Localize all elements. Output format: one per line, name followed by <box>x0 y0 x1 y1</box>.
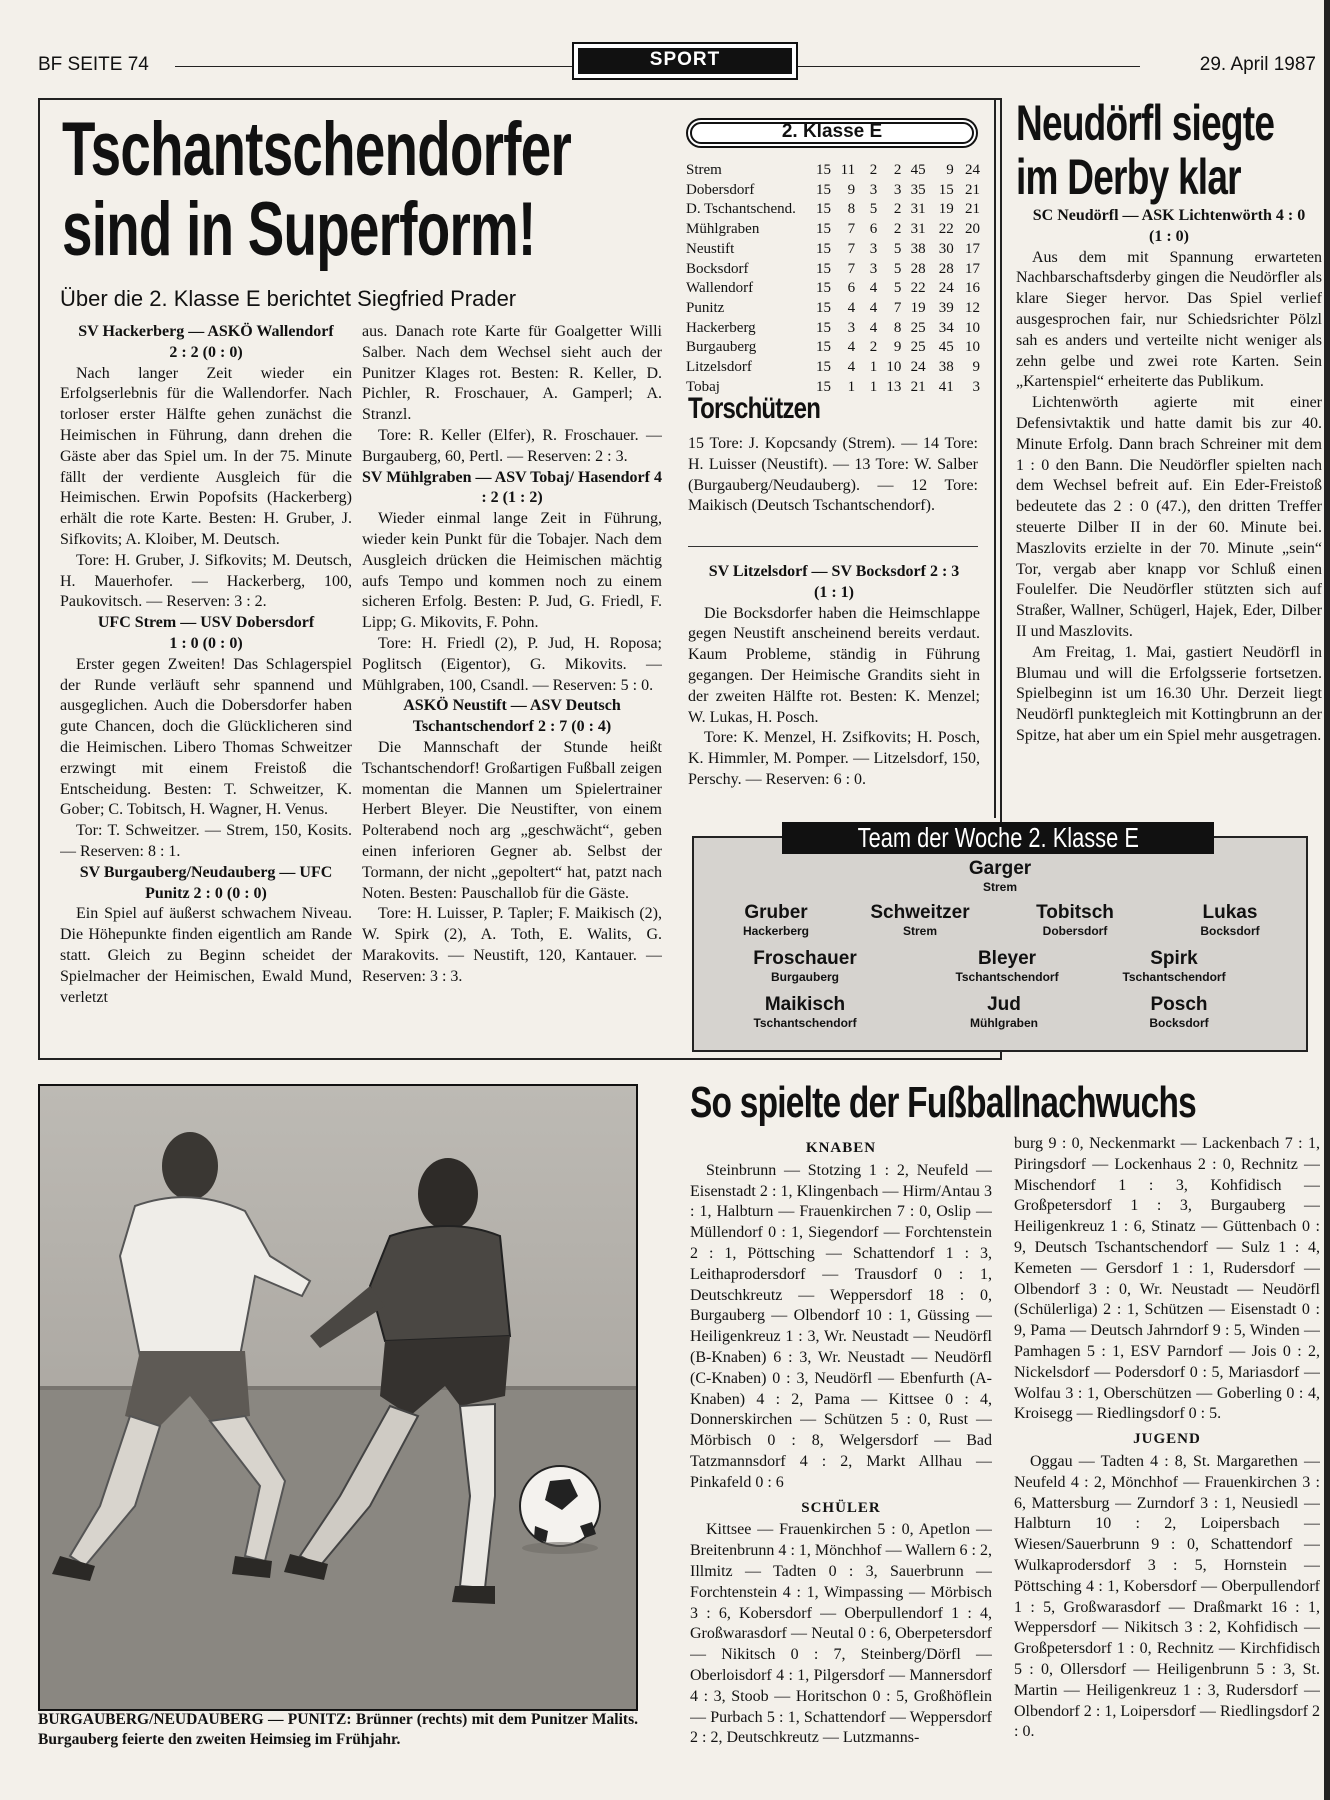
paragraph: Lichtenwörth agierte mit einer Defensivtaktik und hatte damit bis zur 40. Minute Erfolg. Dann brach Schreiner mit dem 1 : 0 den Bann. Die Neudörfler spielten nach dem Wechsel befreit auf. Ein Eder-Freistoß bedeutete das 2 : 0 (47.), den dritten Treffer steuerte Dilber II in der 60. Minute bei. Maszlovits erzielte in der 70. Minute „sein“ Tor, vergab aber knapp vor Schluß einen Foulelfer. Die Neudörfler stützten sich auf Straßer, Wallner, Schügerl, Hajek, Eder, Dilber II und Maszlovits. <box>1016 394 1322 640</box>
team-name-cell: Wallendorf <box>686 280 754 297</box>
stat-cell: 8 <box>847 201 856 218</box>
page-number: BF SEITE 74 <box>38 54 149 75</box>
stat-cell: 4 <box>847 339 856 356</box>
stat-cell: 24 <box>910 359 926 376</box>
stat-cell: 15 <box>815 240 831 257</box>
stat-cell: 15 <box>938 181 954 198</box>
byline: Über die 2. Klasse E berichtet Siegfried Prader <box>60 286 517 311</box>
main-headline-line-1: Tschantschendorfer <box>62 107 572 192</box>
section-label <box>572 42 798 80</box>
player-name: Spirk <box>1150 948 1198 969</box>
stat-cell: 15 <box>815 299 831 316</box>
stat-cell: 2 <box>869 339 878 356</box>
stat-cell: 9 <box>847 181 856 198</box>
player-club: Bocksdorf <box>1200 924 1260 938</box>
player-slot <box>919 994 1089 1031</box>
stat-cell: 19 <box>938 201 954 218</box>
stat-cell: 5 <box>869 201 878 218</box>
stat-cell: 15 <box>815 319 831 336</box>
standings-row <box>686 319 980 339</box>
stat-cell: 17 <box>965 240 980 257</box>
stat-cell: 5 <box>893 240 902 257</box>
stat-cell: 4 <box>847 359 856 376</box>
stat-cell: 15 <box>815 162 831 178</box>
player-name: Froschauer <box>753 948 857 969</box>
team-of-week-title-bar <box>782 822 1214 854</box>
stat-cell: 3 <box>893 181 902 198</box>
player-name: Jud <box>987 994 1021 1015</box>
article-column-b <box>362 322 662 1052</box>
youth-column-f <box>1014 1134 1320 1774</box>
stat-cell: 28 <box>910 260 926 277</box>
stat-cell: 28 <box>938 260 954 277</box>
stat-cell: 24 <box>938 280 954 297</box>
match-heading: (1 : 0) <box>1149 227 1189 245</box>
scorers-rule <box>688 546 978 547</box>
stat-cell: 21 <box>965 181 980 198</box>
main-headline-line-2: sind in Superform! <box>62 187 536 272</box>
player-slot <box>915 858 1085 895</box>
player-club: Tschantschendorf <box>955 970 1059 984</box>
player-slot <box>1089 948 1259 985</box>
player-club: Hackerberg <box>742 924 810 938</box>
stat-cell: 7 <box>847 240 856 257</box>
team-name-cell: Bocksdorf <box>686 260 749 277</box>
match-heading: SV Burgauberg/Neudauberg — UFC Punitz 2 : 0 (0 : 0) <box>79 863 333 902</box>
player-club: Burgauberg <box>770 970 839 984</box>
youth-headline: So spielte der Fußballnachwuchs <box>690 1078 1197 1127</box>
issue-date: 29. April 1987 <box>1199 54 1316 75</box>
player-name: Lukas <box>1202 902 1258 923</box>
paragraph: Tore: H. Gruber, J. Sifkovits; M. Deutsch, H. Mauerhofer. — Hackerberg, 100, Paukovitsch. — Reserven: 3 : 2. <box>60 551 352 611</box>
stat-cell: 15 <box>815 339 831 356</box>
stat-cell: 8 <box>893 319 902 336</box>
match-heading: SV Litzelsdorf — SV Bocksdorf 2 : 3 <box>708 563 960 580</box>
continued-paragraph: aus. Danach rote Karte für Goalgetter Willi Salber. Nach dem Wechsel sieht auch der Punitzer Klages rot. Besten: R. Keller, D. Pichler, R. Froschauer, A. Gamperl; A. Stranzl. <box>362 323 662 424</box>
stat-cell: 15 <box>815 181 831 198</box>
stat-cell: 39 <box>938 299 954 316</box>
player-name: Tobitsch <box>1036 902 1114 923</box>
scorers-paragraph: 15 Tore: J. Kopcsandy (Strem). — 14 Tore: H. Luisser (Neustift). — 13 Tore: W. Salber (Burgauberg/Neudauberg). — 12 Tore: Maikisch (Deutsch Tschantschendorf). <box>688 435 978 515</box>
stat-cell: 12 <box>965 299 980 316</box>
stat-cell: 5 <box>893 280 902 297</box>
match-heading: SV Mühlgraben — ASV Tobaj/ Hasendorf 4 : 2 (1 : 2) <box>362 468 662 507</box>
stat-cell: 38 <box>910 240 926 257</box>
match-heading: UFC Strem — USV Dobersdorf <box>97 614 315 632</box>
team-name-cell: Burgauberg <box>686 339 757 356</box>
standings-row <box>686 279 980 299</box>
article-column-c <box>688 562 980 812</box>
stat-cell: 21 <box>910 378 926 395</box>
stat-cell: 20 <box>965 221 980 238</box>
stat-cell: 16 <box>965 280 980 297</box>
continued-paragraph: burg 9 : 0, Neckenmarkt — Lackenbach 7 : 1, Piringsdorf — Lockenhaus 2 : 0, Rechnitz — Mischendorf 1 : 3, Kohfidisch — Großpetersdorf 1 : 3, Burgauberg — Heiligenkreuz 1 : 6, Stinatz — Güttenbach 0 : 9, Deutsch Tschantschendorf — Sulz 1 : 4, Kemeten — Gersdorf 1 : 1, Rudersdorf — Olbendorf 3 : 0, Wr. Neustadt — Neudörfl (Schülerliga) 2 : 1, Schützen — Eisenstadt 0 : 9, Pama — Deutsch Jahrndorf 9 : 5, Winden — Pamhagen 5 : 1, ESV Parndorf — Jois 0 : 2, Nickelsdorf — Podersdorf 0 : 5, Mariasdorf — Wolfau 3 : 1, Oberschützen — Goberling 0 : 4, Kroisegg — Riedlingsdorf 0 : 5. <box>1014 1135 1320 1423</box>
player-slot <box>720 994 890 1031</box>
team-name-cell: D. Tschantschend. <box>686 201 796 218</box>
stat-cell: 41 <box>938 378 954 395</box>
player-club: Dobersdorf <box>1042 924 1108 938</box>
stat-cell: 4 <box>847 299 856 316</box>
stat-cell: 38 <box>938 359 954 376</box>
stat-cell: 3 <box>869 240 878 257</box>
player-slot <box>835 902 1005 939</box>
section-heading: SCHÜLER <box>801 1499 881 1516</box>
team-of-week-title: Team der Woche 2. Klasse E <box>857 822 1139 853</box>
paragraph: Kittsee — Frauenkirchen 5 : 0, Apetlon — Breitenbrunn 4 : 1, Mönchhof — Wallern 6 : 2, Illmitz — Tadten 0 : 3, Sauerbrunn — Forchtenstein 4 : 1, Wimpassing — Mörbisch 3 : 6, Kobersdorf — Oberpullendorf 1 : 4, Großwarasdorf — Neutal 0 : 6, Oberpetersdorf — Nikitsch 0 : 7, Steinberg/Dörfl — Oberloisdorf 4 : 1, Pilgersdorf — Mannersdorf 4 : 3, Stoob — Horitschon 0 : 5, Großhöflein — Purbach 5 : 1, Schattendorf — Weppersdorf 2 : 2, Deutschkreutz — Lutzmanns- <box>690 1521 992 1747</box>
team-name-cell: Neustift <box>686 240 735 257</box>
stat-cell: 22 <box>938 221 954 238</box>
team-name-cell: Mühlgraben <box>686 221 760 238</box>
stat-cell: 3 <box>972 378 980 395</box>
stat-cell: 2 <box>893 162 902 178</box>
paragraph: Wieder einmal lange Zeit in Führung, wieder kein Punkt für die Tobajer. Nach dem Ausgleich drücken die Heimischen mächtig aufs Tempo und kommen noch zu einem sicheren Erfolg. Besten: P. Jud, G. Friedl, F. Lipp; G. Mikovits, F. Pohn. <box>362 510 662 632</box>
player-name: Maikisch <box>764 994 846 1015</box>
article-column-a <box>60 322 352 1052</box>
player-name: Gruber <box>744 902 808 923</box>
paragraph: Oggau — Tadten 4 : 8, St. Margarethen — Neufeld 4 : 2, Mönchhof — Frauenkirchen 3 : 6, Mattersburg — Zurndorf 3 : 1, Neusiedl — Halbturn 10 : 2, Loipersbach — Wiesen/Sauerbrunn 9 : 0, Schattendorf — Wulkaprodersdorf 3 : 5, Hornstein — Pöttsching 4 : 1, Kobersdorf — Oberpullendorf 1 : 5, Großwarasdorf — Draßmarkt 16 : 1, Weppersdorf — Nikitsch 3 : 2, Kohfidisch — Großpetersdorf 1 : 0, Rechnitz — Kirchfidisch 5 : 0, Ollersdorf — Heiligenbrunn 5 : 3, St. Martin — Heiligenkreuz 1 : 3, Rudersdorf — Olbendorf 2 : 1, Loipersdorf — Riedlingsdorf 2 : 0. <box>1014 1452 1320 1741</box>
section-label-text: SPORT <box>578 48 792 74</box>
stat-cell: 15 <box>815 378 831 395</box>
stat-cell: 10 <box>965 339 980 356</box>
paragraph: Aus dem mit Spannung erwarteten Nachbarschaftsderby gingen die Neudörfler als klare Sieger hervor. Das Spiel verlief ausgesprochen fair, nur Schiedsrichter Pölzl sah es anders und verteilte nicht weniger als zehn gelbe und zwei rote Karten. Sein „Kartenspiel“ erheiterte das Publikum. <box>1016 248 1322 391</box>
stat-cell: 34 <box>938 319 954 336</box>
photo-caption: BURGAUBERG/NEUDAUBERG — PUNITZ: Brünner (rechts) mit dem Punitzer Malits. Burgauberg feierte den zweiten Heimsieg im Frühjahr. <box>38 1711 638 1748</box>
paragraph: Erster gegen Zweiten! Das Schlagerspiel der Runde verläuft sehr spannend und ausgeglichen. Auch die Dobersdorfer haben gute Chancen, doch die Glücklicheren sind die Heimischen. Libero Thomas Schweitzer erzwingt mit einem Freistoß die Entscheidung. Besten: T. Schweitzer, K. Gober; C. Tobitsch, H. Wagner, H. Venus. <box>60 655 352 819</box>
match-photo <box>38 1084 638 1711</box>
stat-cell: 6 <box>869 221 878 238</box>
player-club: Bocksdorf <box>1149 1016 1209 1030</box>
standings-row <box>686 161 980 181</box>
stat-cell: 19 <box>910 299 926 316</box>
paragraph: Die Mannschaft der Stunde heißt Tschantschendorf! Großartigen Fußball zeigen momentan die Mannen um Spielertrainer Herbert Bleyer. Die Neustifter, von einem Polterabend noch arg „geschwächt“, geben einen inferioren Gegner ab. Selbst der Tormann, der nicht „gepoltert“ hat, patzt nach Noten. Besten: Pauschallob für die Gäste. <box>362 738 662 902</box>
match-heading: SV Hackerberg — ASKÖ Wallendorf <box>78 323 334 340</box>
stat-cell: 1 <box>869 359 878 376</box>
player-club: Strem <box>982 880 1017 894</box>
standings-row <box>686 299 980 319</box>
football-players-illustration <box>40 1086 636 1709</box>
paragraph: Nach langer Zeit wieder ein Erfolgserlebnis für die Wallendorfer. Nach torloser erster Hälfte gehen zunächst die Heimischen in Führung, dann drehen die Gäste aber das Spiel um. In der 75. Minute fällt der verdiente Ausgleich für die Heimischen. Erwin Popofsits (Hackerberg) erhält die rote Karte. Besten: H. Gruber, J. Sifkovits; A. Kloiber, M. Deutsch. <box>60 364 352 548</box>
paragraph: Tore: K. Menzel, H. Zsifkovits; H. Posch, K. Himmler, M. Pomper. — Litzelsdorf, 150, Perschy. — Reserven: 6 : 0. <box>688 729 980 788</box>
stat-cell: 7 <box>847 260 856 277</box>
standings-row <box>686 181 980 201</box>
stat-cell: 10 <box>886 359 902 376</box>
paragraph: Tore: H. Friedl (2), P. Jud, H. Roposa; Poglitsch (Eigentor), G. Mikovits. — Mühlgraben, 100, Csandl. — Reserven: 5 : 0. <box>362 634 662 694</box>
team-name-cell: Litzelsdorf <box>686 359 752 376</box>
section-heading: KNABEN <box>805 1140 877 1156</box>
paragraph: Die Bocksdorfer haben die Heimschlappe gegen Neustift anscheinend bereits verdaut. Kaum Probleme, ständig in Führung gegangen. Der Heimische Grandits sieht in der zweiten Hälfte rot. Besten: K. Menzel; W. Lukas, H. Posch. <box>688 604 980 726</box>
stat-cell: 15 <box>815 280 831 297</box>
standings-row <box>686 200 980 220</box>
stat-cell: 2 <box>893 201 902 218</box>
standings-row <box>686 260 980 280</box>
stat-cell: 9 <box>946 162 954 178</box>
paragraph: Tor: T. Schweitzer. — Strem, 150, Kosits. — Reserven: 8 : 1. <box>60 822 352 860</box>
team-name-cell: Hackerberg <box>686 319 756 336</box>
page-edge-shadow <box>1324 0 1330 1800</box>
player-slot <box>720 948 890 985</box>
stat-cell: 1 <box>869 378 878 395</box>
paragraph: Tore: R. Keller (Elfer), R. Froschauer. — Burgauberg, 60, Pertl. — Reserven: 2 : 3. <box>362 426 662 465</box>
match-heading: (1 : 1) <box>814 583 854 601</box>
stat-cell: 17 <box>965 260 980 277</box>
team-name-cell: Dobersdorf <box>686 181 755 198</box>
player-name: Posch <box>1150 994 1208 1015</box>
stat-cell: 15 <box>815 260 831 277</box>
player-club: Strem <box>902 924 937 938</box>
player-name: Garger <box>968 858 1032 879</box>
stat-cell: 3 <box>869 181 878 198</box>
youth-column-e <box>690 1134 992 1774</box>
stat-cell: 4 <box>869 299 878 316</box>
stat-cell: 2 <box>893 221 902 238</box>
paragraph: Am Freitag, 1. Mai, gastiert Neudörfl in Blumau und will die Erfolgsserie fortsetzen. Spielbeginn ist um 16.30 Uhr. Derzeit liegt Neudörfl punktegleich mit Kottingbrunn an der Spitze, hat aber um ein Spiel mehr ausgetragen. <box>1016 643 1322 744</box>
standings-title: 2. Klasse E <box>781 121 883 142</box>
stat-cell: 2 <box>869 162 878 178</box>
stat-cell: 7 <box>847 221 856 238</box>
stat-cell: 13 <box>886 378 902 395</box>
standings-row <box>686 220 980 240</box>
match-heading: ASKÖ Neustift — ASV Deutsch Tschantschendorf 2 : 7 (0 : 4) <box>403 697 621 736</box>
standings-row <box>686 358 980 378</box>
player-slot <box>1094 994 1264 1031</box>
stat-cell: 11 <box>840 162 856 178</box>
team-of-week-box <box>692 836 1308 1052</box>
stat-cell: 21 <box>965 201 980 218</box>
stat-cell: 3 <box>869 260 878 277</box>
stat-cell: 45 <box>910 162 926 178</box>
stat-cell: 35 <box>910 181 926 198</box>
stat-cell: 15 <box>815 221 831 238</box>
neudoerfl-article <box>1016 206 1322 806</box>
player-slot <box>1145 902 1315 939</box>
stat-cell: 5 <box>893 260 902 277</box>
team-name-cell: Strem <box>686 162 722 178</box>
neudoerfl-headline-line-2: im Derby klar <box>1016 149 1241 205</box>
match-heading: 2 : 2 (0 : 0) <box>169 343 243 361</box>
stat-cell: 7 <box>893 299 902 316</box>
player-club: Tschantschendorf <box>753 1016 857 1030</box>
scorers-title: Torschützen <box>688 392 821 425</box>
stat-cell: 10 <box>965 319 980 336</box>
team-name-cell: Tobaj <box>686 378 720 395</box>
stat-cell: 30 <box>938 240 954 257</box>
stat-cell: 31 <box>910 221 926 238</box>
player-slot <box>922 948 1092 985</box>
stat-cell: 15 <box>815 359 831 376</box>
stat-cell: 22 <box>910 280 926 297</box>
stat-cell: 25 <box>910 339 926 356</box>
standings-table <box>686 161 980 397</box>
stat-cell: 3 <box>847 319 856 336</box>
scorers-text <box>688 434 978 517</box>
paragraph: Ein Spiel auf äußerst schwachem Niveau. Die Höhepunkte finden eigentlich am Rande statt. Gleich zu Beginn scheidet der Spielmacher der Heimischen, Ewald Mund, verletzt <box>60 905 352 1006</box>
player-club: Mühlgraben <box>970 1016 1038 1030</box>
stat-cell: 4 <box>869 280 878 297</box>
player-slot <box>990 902 1160 939</box>
neudoerfl-headline-line-1: Neudörfl siegte <box>1016 95 1275 151</box>
stat-cell: 1 <box>847 378 856 395</box>
player-name: Bleyer <box>977 948 1037 969</box>
stat-cell: 25 <box>910 319 926 336</box>
paragraph: Tore: H. Luisser, P. Tapler; F. Maikisch (2), W. Spirk (2), A. Toth, E. Walits, G. Marakovits. — Neustift, 120, Kantauer. — Reserven: 3 : 3. <box>362 905 662 985</box>
match-heading: 1 : 0 (0 : 0) <box>169 634 243 652</box>
match-heading: SC Neudörfl — ASK Lichtenwörth 4 : 0 <box>1032 207 1306 224</box>
player-name: Schweitzer <box>870 902 970 923</box>
stat-cell: 9 <box>972 359 980 376</box>
stat-cell: 45 <box>938 339 954 356</box>
stat-cell: 31 <box>910 201 926 218</box>
section-heading: JUGEND <box>1133 1431 1201 1448</box>
stat-cell: 4 <box>869 319 878 336</box>
team-name-cell: Punitz <box>686 299 725 316</box>
standings-title-box <box>686 118 978 148</box>
stat-cell: 24 <box>965 162 980 178</box>
paragraph: Steinbrunn — Stotzing 1 : 2, Neufeld — Eisenstadt 2 : 1, Klingenbach — Hirm/Antau 3 : 1, Halbturn — Frauenkirchen 7 : 0, Oslip — Müllendorf 0 : 1, Siegendorf — Forchtenstein 2 : 1, Pöttsching — Schattendorf 1 : 3, Leithaprodersdorf — Trausdorf 0 : 1, Deutschkreutz — Weppersdorf 18 : 0, Burgauberg — Olbendorf 10 : 1, Güssing — Heiligenkreuz 1 : 3, Wr. Neustadt — Neudörfl (B-Knaben) 6 : 3, Wr. Neustadt — Neudörfl (C-Knaben) 0 : 3, Neudörfl — Ebenfurth (A-Knaben) 4 : 2, Pama — Kittsee 0 : 4, Donnerskirchen — Schützen 5 : 0, Rust — Mörbisch 0 : 8, Welgersdorf — Bad Tatzmannsdorf 4 : 2, Markt Allhau — Pinkafeld 0 : 6 <box>690 1161 992 1491</box>
player-club: Tschantschendorf <box>1122 970 1226 984</box>
column-divider <box>994 98 996 818</box>
stat-cell: 15 <box>815 201 831 218</box>
standings-row <box>686 240 980 260</box>
stat-cell: 9 <box>893 339 902 356</box>
stat-cell: 6 <box>847 280 856 297</box>
standings-row <box>686 338 980 358</box>
